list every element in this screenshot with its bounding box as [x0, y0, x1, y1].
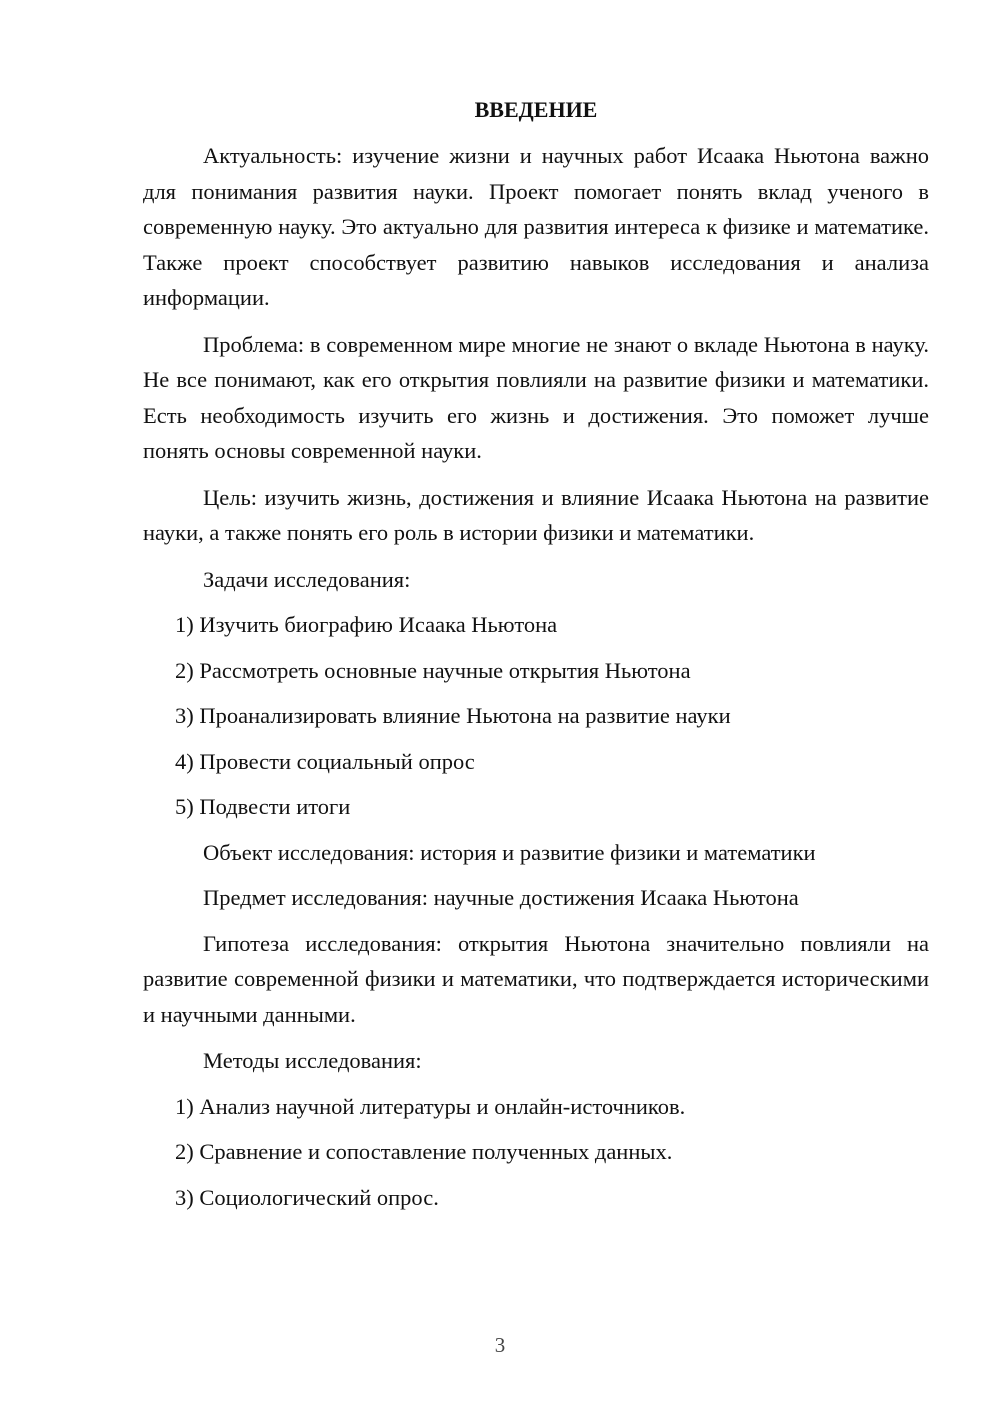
task-item: 5) Подвести итоги: [175, 794, 351, 819]
methods-title: Методы исследования:: [203, 1048, 422, 1073]
goal-paragraph: Цель: изучить жизнь, достижения и влияние Исаака Ньютона на развитие науки, а также понять его роль в истории физики и математики.: [143, 484, 929, 545]
page-number: 3: [494, 1333, 506, 1357]
hypothesis-paragraph: Гипотеза исследования: открытия Ньютона значительно повлияли на развитие современной физики и математики, что подтверждается историческими и научными данными.: [143, 930, 929, 1027]
method-item: 2) Сравнение и сопоставление полученных данных.: [175, 1139, 673, 1164]
task-item: 1) Изучить биографию Исаака Ньютона: [175, 612, 558, 637]
task-item: 3) Проанализировать влияние Ньютона на развитие науки: [175, 703, 731, 728]
method-item: 3) Социологический опрос.: [175, 1184, 439, 1210]
relevance-paragraph: Актуальность: изучение жизни и научных работ Исаака Ньютона важно для понимания развития науки. Проект помогает понять вклад ученого в современную науку. Это актуально для развития интереса к физике и математике. Также проект способствует развитию навыков исследования и анализа информации.: [143, 143, 929, 310]
section-heading: ВВЕДЕНИЕ: [474, 97, 598, 122]
task-item: 2) Рассмотреть основные научные открытия Ньютона: [175, 657, 691, 683]
document-page: [143, 92, 929, 1225]
task-item: 4) Провести социальный опрос: [175, 748, 475, 774]
tasks-title: Задачи исследования:: [203, 566, 411, 592]
method-item: 1) Анализ научной литературы и онлайн-источников.: [175, 1093, 686, 1119]
problem-paragraph: Проблема: в современном мире многие не знают о вкладе Ньютона в науку. Не все понимают, как его открытия повлияли на развитие физики и математики. Есть необходимость изучить его жизнь и достижения. Это поможет лучше понять основы современной науки.: [143, 331, 929, 463]
research-object: Объект исследования: история и развитие физики и математики: [203, 839, 816, 865]
research-subject: Предмет исследования: научные достижения Исаака Ньютона: [203, 885, 799, 910]
